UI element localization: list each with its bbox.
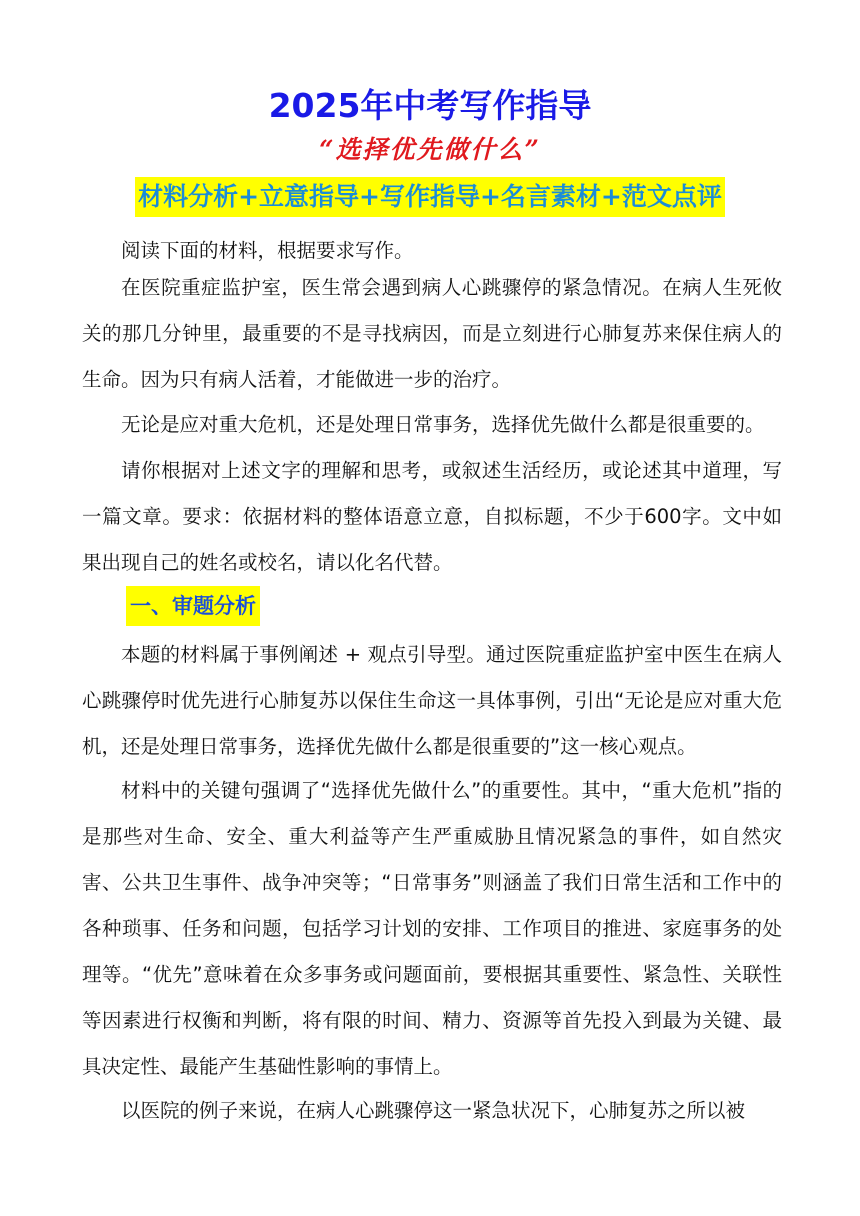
prompt-material-2: 无论是应对重大危机，还是处理日常事务，选择优先做什么都是很重要的。: [121, 413, 765, 436]
analysis-paragraph-1: 本题的材料属于事例阐述 + 观点引导型。通过医院重症监护室中医生在病人心跳骤停时优先进行心肺复苏以保住生命这一具体事例，引出“无论是应对重大危机，还是处理日常事务，选择优先做什么都是很重要的”这一核心观点。: [82, 643, 782, 758]
document-title: 2025年中考写作指导: [268, 86, 592, 125]
topic-banner-text: 材料分析+立意指导+写作指导+名言素材+范文点评: [135, 177, 725, 217]
document-subtitle: “选择优先做什么”: [319, 135, 541, 164]
analysis-paragraph-3: 以医院的例子来说，在病人心跳骤停这一紧急状况下，心肺复苏之所以被: [121, 1099, 746, 1122]
section-heading-1-text: 一、审题分析: [126, 586, 260, 626]
prompt-material-1: 在医院重症监护室，医生常会遇到病人心跳骤停的紧急情况。在病人生死攸关的那几分钟里，最重要的不是寻找病因，而是立刻进行心肺复苏来保住病人的生命。因为只有病人活着，才能做进一步的治疗。: [82, 276, 782, 391]
topic-banner: [0, 177, 860, 217]
section-heading-1: [126, 586, 260, 626]
analysis-paragraph-2: 材料中的关键句强调了“选择优先做什么”的重要性。其中，“重大危机”指的是那些对生命、安全、重大利益等产生严重威胁且情况紧急的事件，如自然灾害、公共卫生事件、战争冲突等；“日常事务”则涵盖了我们日常生活和工作中的各种琐事、任务和问题，包括学习计划的安排、工作项目的推进、家庭事务的处理等。“优先”意味着在众多事务或问题面前，要根据其重要性、紧急性、关联性等因素进行权衡和判断，将有限的时间、精力、资源等首先投入到最为关键、最具决定性、最能产生基础性影响的事情上。: [82, 779, 782, 1078]
prompt-intro: 阅读下面的材料，根据要求写作。: [121, 239, 414, 262]
prompt-requirement: 请你根据对上述文字的理解和思考，或叙述生活经历，或论述其中道理，写一篇文章。要求：依据材料的整体语意立意，自拟标题，不少于600字。文中如果出现自己的姓名或校名，请以化名代替。: [82, 459, 782, 574]
